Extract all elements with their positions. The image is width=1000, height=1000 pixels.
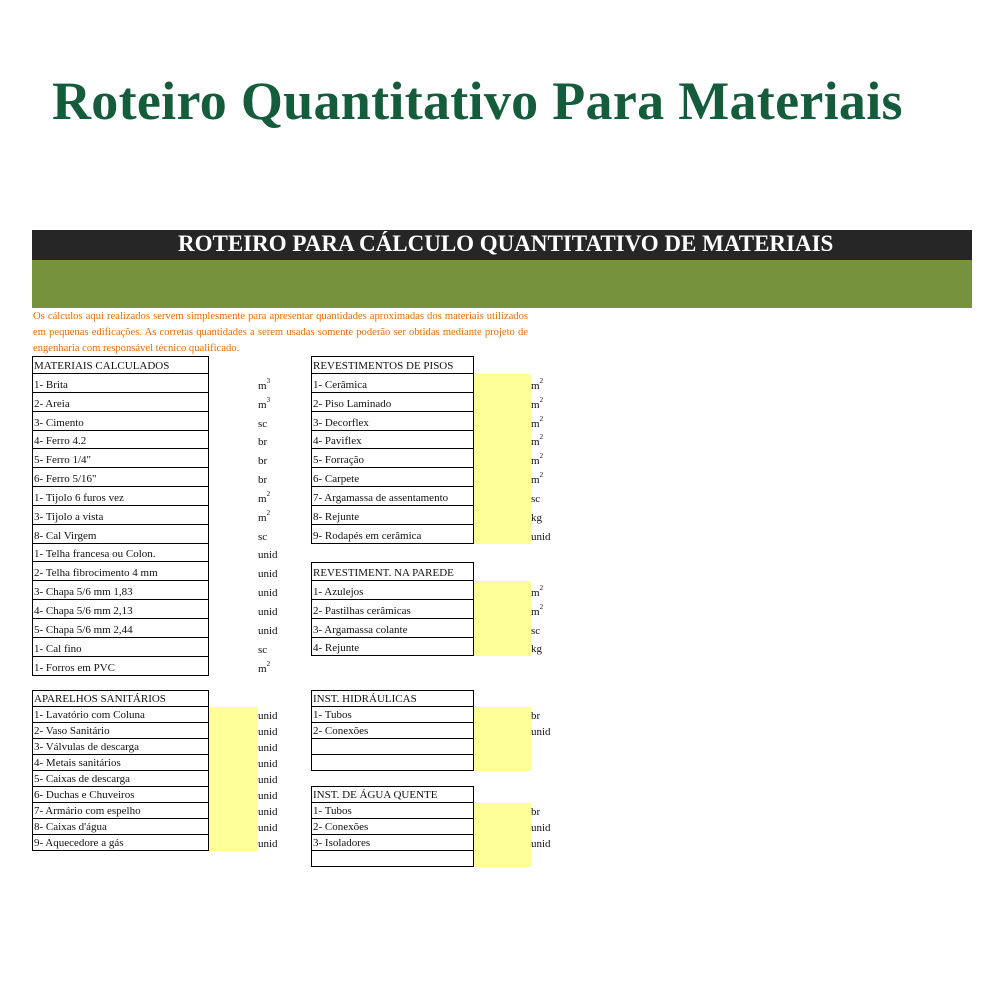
quantity-input[interactable] — [474, 393, 531, 412]
table-row — [32, 619, 298, 638]
unit-label: br — [531, 806, 541, 818]
table-row — [311, 581, 571, 600]
section-header: INST. HIDRÁULICAS — [313, 693, 417, 705]
section-header: INST. DE ÁGUA QUENTE — [313, 789, 438, 801]
table-row — [311, 600, 571, 619]
unit-label: br — [258, 455, 268, 468]
banner-title: ROTEIRO PARA CÁLCULO QUANTITATIVO DE MATERIAIS — [178, 231, 834, 256]
table-row — [311, 449, 571, 468]
table-row — [32, 638, 298, 657]
item-label: 8- Rejunte — [313, 510, 360, 523]
table-row — [311, 739, 571, 755]
quantity-input[interactable] — [474, 819, 531, 835]
table-row — [311, 851, 571, 867]
unit-label: unid — [258, 726, 278, 738]
table-row — [32, 803, 298, 819]
unit-label: unid — [258, 822, 278, 834]
unit-label: $m^2$ — [531, 452, 544, 468]
revestimento-parede-table — [311, 562, 571, 656]
unit-label: unid — [531, 822, 551, 834]
quantity-input[interactable] — [209, 787, 258, 803]
unit-label: br — [258, 436, 268, 449]
table-row — [32, 412, 298, 431]
sanitarios-header-row — [32, 690, 298, 707]
item-label: 6- Carpete — [313, 473, 360, 486]
table-row — [311, 468, 571, 487]
table-row — [311, 431, 571, 450]
item-label: 4- Paviflex — [313, 435, 362, 448]
unit-label: $m^3$ — [258, 395, 271, 411]
item-label: 4- Ferro 4.2 — [34, 435, 87, 448]
unit-label: unid — [258, 838, 278, 850]
item-label: 3- Válvulas de descarga — [34, 741, 139, 753]
item-label: 3- Chapa 5/6 mm 1,83 — [34, 586, 133, 599]
item-label: 5- Caixas de descarga — [34, 773, 131, 785]
item-label: 1- Lavatório com Coluna — [34, 709, 145, 721]
unit-label: sc — [258, 417, 268, 430]
unit-label: unid — [258, 758, 278, 770]
table-row — [32, 374, 298, 393]
unit-label: $m^2$ — [258, 659, 271, 675]
item-label: 2- Conexões — [313, 725, 369, 737]
quantity-input[interactable] — [209, 803, 258, 819]
table-row — [311, 506, 571, 525]
unit-label: sc — [531, 624, 541, 637]
table-row — [311, 819, 571, 835]
unit-label: unid — [258, 710, 278, 722]
unit-label: unid — [258, 587, 278, 600]
quantity-input[interactable] — [209, 835, 258, 851]
unit-label: $m^2$ — [531, 583, 544, 599]
quantity-input[interactable] — [474, 449, 531, 468]
pisos-header-row — [311, 356, 571, 374]
table-row — [32, 739, 298, 755]
quantity-input[interactable] — [209, 755, 258, 771]
unit-label: sc — [531, 492, 541, 505]
table-row — [311, 707, 571, 723]
banner-green — [32, 260, 972, 308]
quantity-input[interactable] — [474, 638, 531, 657]
item-label: 7- Armário com espelho — [34, 805, 141, 817]
quantity-input[interactable] — [474, 739, 531, 755]
table-row — [32, 468, 298, 487]
quantity-input[interactable] — [474, 581, 531, 600]
unit-label: unid — [531, 726, 551, 738]
quantity-input[interactable] — [209, 707, 258, 723]
unit-label: unid — [258, 790, 278, 802]
item-label: 3- Argamassa colante — [313, 623, 408, 636]
item-label: 5- Chapa 5/6 mm 2,44 — [34, 623, 133, 636]
table-row — [32, 707, 298, 723]
unit-label: unid — [531, 838, 551, 850]
item-label: 1- Forros em PVC — [34, 661, 115, 674]
unit-label: unid — [258, 806, 278, 818]
item-label: 3- Tijolo a vista — [34, 510, 104, 523]
item-label: 1- Cal fino — [34, 642, 82, 655]
unit-label: $m^2$ — [531, 414, 544, 430]
table-row — [311, 723, 571, 739]
table-row — [32, 506, 298, 525]
section-header: REVESTIMENTOS DE PISOS — [313, 360, 454, 372]
banner-dark — [32, 230, 972, 260]
quantity-input[interactable] — [474, 487, 531, 506]
quantity-input[interactable] — [474, 851, 531, 867]
table-row — [32, 600, 298, 619]
item-label: 2- Piso Laminado — [313, 397, 392, 410]
table-row — [311, 393, 571, 412]
item-label: 7- Argamassa de assentamento — [313, 491, 449, 504]
item-label: 4- Chapa 5/6 mm 2,13 — [34, 604, 133, 617]
item-label: 4- Metais sanitários — [34, 757, 121, 769]
unit-label: $m^2$ — [258, 508, 271, 524]
unit-label: $m^2$ — [531, 433, 544, 449]
item-label: 6- Ferro 5/16" — [34, 473, 97, 486]
table-row — [32, 755, 298, 771]
quantity-input[interactable] — [209, 819, 258, 835]
item-label: 1- Brita — [34, 378, 68, 391]
quantity-input[interactable] — [474, 803, 531, 819]
item-label: 1- Telha francesa ou Colon. — [34, 548, 156, 561]
quantity-input[interactable] — [474, 707, 531, 723]
unit-label: $m^2$ — [258, 489, 271, 505]
item-label: 8- Cal Virgem — [34, 529, 97, 542]
item-label: 4- Rejunte — [313, 642, 360, 655]
unit-label: $m^2$ — [531, 395, 544, 411]
table-row — [32, 562, 298, 581]
materiais-header-row — [32, 356, 298, 374]
item-label: 8- Caixas d'água — [34, 821, 107, 833]
item-label: 1- Tubos — [313, 805, 352, 817]
quantity-input[interactable] — [474, 600, 531, 619]
quantity-input[interactable] — [474, 755, 531, 771]
item-label: 6- Duchas e Chuveiros — [34, 789, 135, 801]
item-label: 9- Aquecedore a gás — [34, 837, 124, 849]
materiais-calculados-table — [32, 356, 298, 676]
unit-label: unid — [258, 549, 278, 562]
table-row — [32, 525, 298, 544]
unit-label: sc — [258, 530, 268, 543]
unit-label: br — [531, 710, 541, 722]
revestimentos-pisos-table — [311, 356, 571, 544]
section-header: REVESTIMENT. NA PAREDE — [313, 567, 454, 579]
table-row — [311, 803, 571, 819]
aparelhos-sanitarios-table — [32, 690, 298, 851]
item-label: 1- Cerâmica — [313, 378, 368, 391]
agua_quente-header-row — [311, 786, 571, 803]
unit-label: $m^2$ — [531, 471, 544, 487]
table-row — [311, 619, 571, 638]
quantity-input[interactable] — [209, 771, 258, 787]
unit-label: kg — [531, 511, 542, 524]
table-row — [32, 835, 298, 851]
unit-label: unid — [258, 742, 278, 754]
item-label: 5- Forração — [313, 454, 365, 467]
unit-label: unid — [258, 605, 278, 618]
item-label: 2- Conexões — [313, 821, 369, 833]
table-row — [32, 581, 298, 600]
quantity-input[interactable] — [474, 374, 531, 393]
item-label: 2- Telha fibrocimento 4 mm — [34, 567, 158, 580]
item-label: 2- Vaso Sanitário — [34, 725, 110, 737]
quantity-input[interactable] — [209, 723, 258, 739]
unit-label: unid — [258, 774, 278, 786]
quantity-input[interactable] — [474, 431, 531, 450]
table-row — [32, 787, 298, 803]
item-label: 5- Ferro 1/4" — [34, 454, 92, 467]
table-row — [311, 487, 571, 506]
hidraulicas-header-row — [311, 690, 571, 707]
table-row — [32, 487, 298, 506]
section-header: MATERIAIS CALCULADOS — [34, 360, 170, 372]
quantity-input[interactable] — [474, 835, 531, 851]
table-row — [32, 449, 298, 468]
table-row — [311, 638, 571, 657]
quantity-input[interactable] — [474, 525, 531, 544]
table-row — [311, 755, 571, 771]
item-label: 3- Cimento — [34, 416, 84, 429]
item-label: 2- Pastilhas cerâmicas — [313, 604, 411, 617]
page-title: Roteiro Quantitativo Para Materiais — [52, 71, 903, 131]
unit-label: unid — [258, 624, 278, 637]
table-row — [32, 431, 298, 450]
table-row — [32, 393, 298, 412]
inst-hidraulicas-table — [311, 690, 571, 771]
unit-label: br — [258, 474, 268, 487]
item-label: 1- Tubos — [313, 709, 352, 721]
table-row — [311, 374, 571, 393]
table-row — [311, 412, 571, 431]
quantity-input[interactable] — [474, 506, 531, 525]
unit-label: sc — [258, 643, 268, 656]
table-row — [32, 723, 298, 739]
unit-label: unid — [531, 530, 551, 543]
unit-label: unid — [258, 568, 278, 581]
section-header: APARELHOS SANITÁRIOS — [34, 693, 166, 705]
quantity-input[interactable] — [474, 723, 531, 739]
unit-label: $m^2$ — [531, 376, 544, 392]
parede-header-row — [311, 562, 571, 581]
unit-label: $m^2$ — [531, 602, 544, 618]
unit-label: kg — [531, 643, 542, 656]
table-row — [311, 525, 571, 544]
item-label: 2- Areia — [34, 397, 70, 410]
quantity-input[interactable] — [474, 412, 531, 431]
item-label: 3- Decorflex — [313, 416, 369, 429]
table-row — [32, 544, 298, 563]
disclaimer-text: Os cálculos aqui realizados servem simplesmente para apresentar quantidades aproximadas dos materiais utilizados em pequenas edificações. As corretas quantidades a serem usadas somente poderão ser obtidas mediante projeto de engenharia com responsável técnico qualificado. — [33, 311, 528, 354]
quantity-input[interactable] — [209, 739, 258, 755]
item-label: 9- Rodapés em cerâmica — [313, 529, 422, 542]
quantity-input[interactable] — [474, 619, 531, 638]
item-label: 1- Azulejos — [313, 585, 364, 598]
item-label: 3- Isoladores — [313, 837, 371, 849]
table-row — [311, 835, 571, 851]
item-label: 1- Tijolo 6 furos vez — [34, 491, 124, 504]
inst-agua-quente-table — [311, 786, 571, 867]
quantity-input[interactable] — [474, 468, 531, 487]
unit-label: $m^3$ — [258, 376, 271, 392]
table-row — [32, 657, 298, 676]
table-row — [32, 771, 298, 787]
table-row — [32, 819, 298, 835]
